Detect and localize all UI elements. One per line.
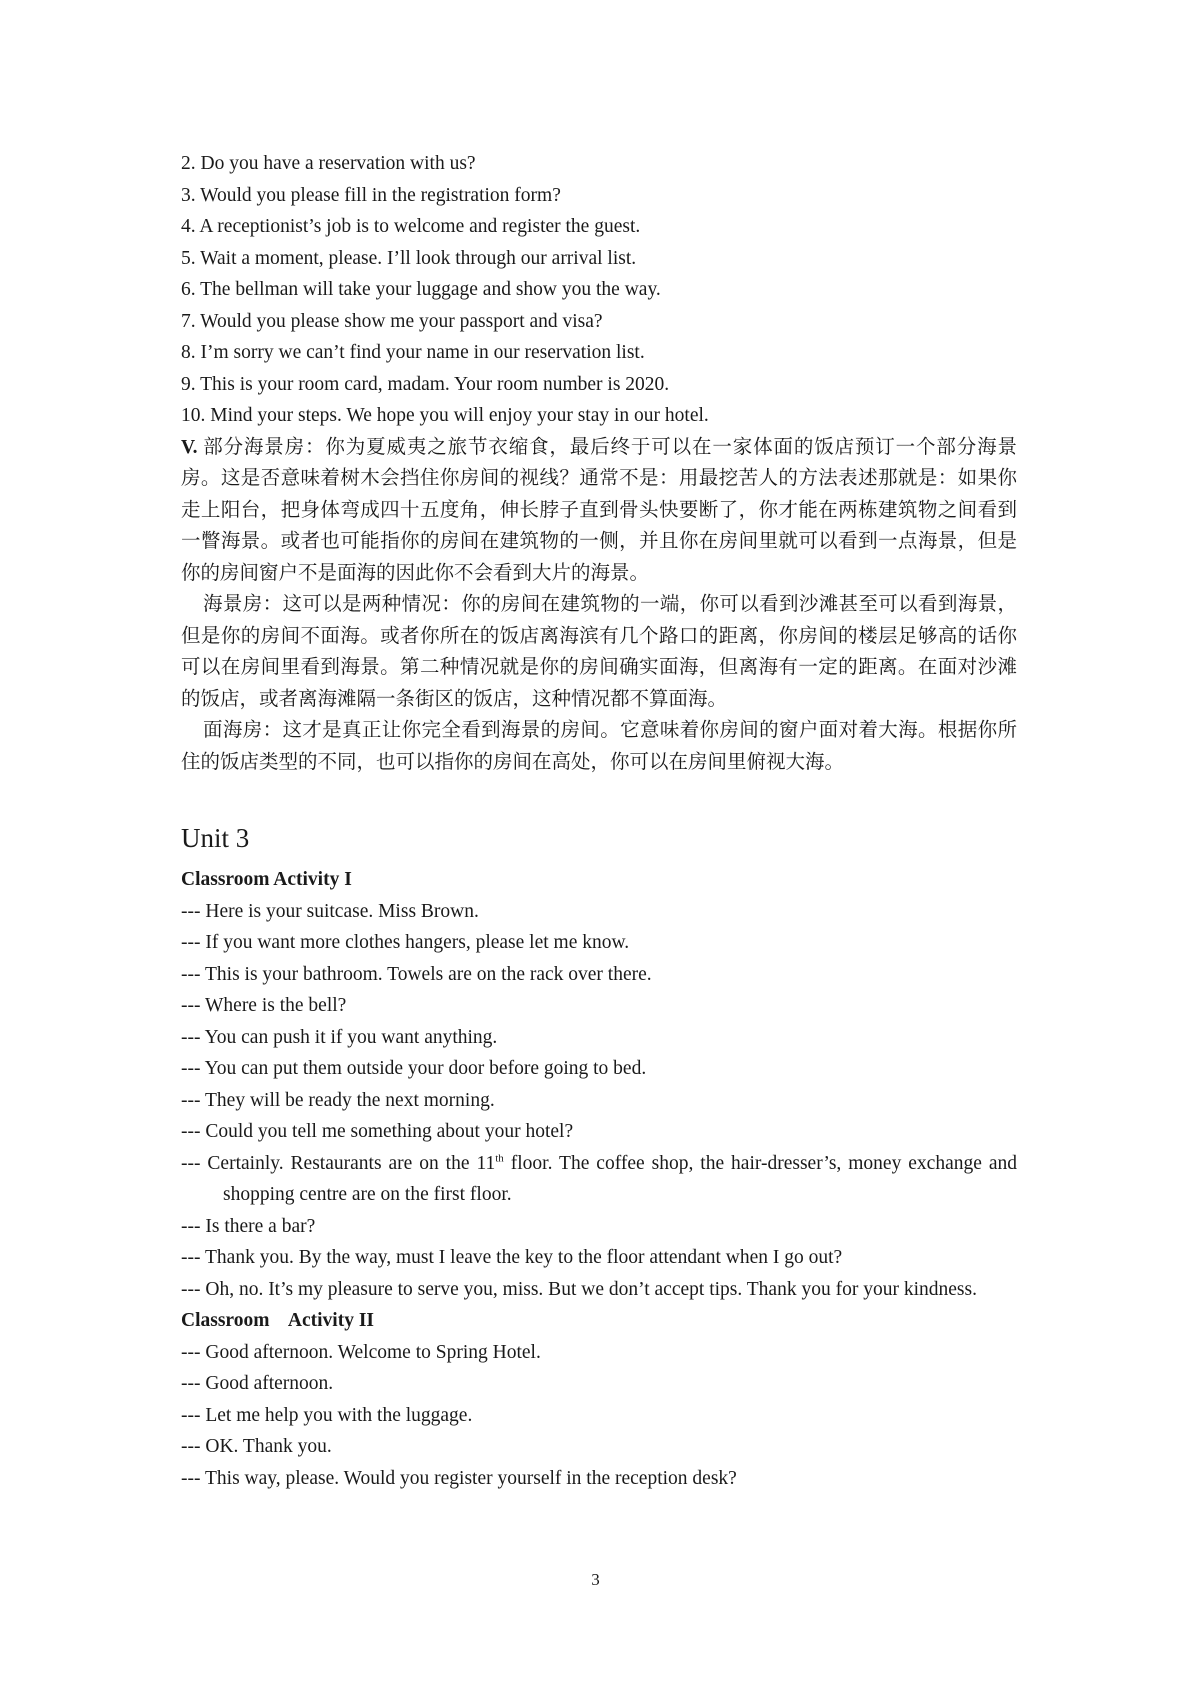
unit-title: Unit 3	[181, 823, 250, 853]
dialogue-line: --- Good afternoon. Welcome to Spring Hotel.	[181, 1341, 541, 1363]
dialogue-line: --- You can put them outside your door before going to bed.	[181, 1058, 647, 1079]
activity-2-title: Classroom Activity II	[181, 1310, 375, 1331]
dialogue-line: --- Is there a bar?	[181, 1215, 316, 1237]
dialogue-line: --- This is your bathroom. Towels are on the rack over there.	[181, 963, 652, 985]
list-item: 2. Do you have a reservation with us?	[181, 153, 476, 174]
dialogue-line: --- You can push it if you want anything.	[181, 1026, 498, 1048]
dialogue-line: --- Could you tell me something about your hotel?	[181, 1121, 574, 1142]
dialogue-line: --- Thank you. By the way, must I leave the key to the floor attendant when I go out?	[181, 1247, 843, 1268]
section-v-paragraph-2: 海景房：这可以是两种情况：你的房间在建筑物的一端，你可以看到沙滩甚至可以看到海景，但是你的房间不面海。或者你所在的饭店离海滨有几个路口的距离，你房间的楼层足够高的话你可以在房间里看到海景。第二种情况就是你的房间确实面海，但离海有一定的距离。在面对沙滩的饭店，或者离海滩隔一条街区的饭店，这种情况都不算面海。	[181, 594, 1017, 710]
activity-1	[181, 864, 1017, 1305]
dialogue-line: --- Where is the bell?	[181, 995, 347, 1016]
section-v-label: V.	[181, 436, 198, 458]
dialogue-line: --- Good afternoon.	[181, 1373, 334, 1394]
list-item: 6. The bellman will take your luggage and show you the way.	[181, 279, 661, 300]
dialogue-line: --- They will be ready the next morning.	[181, 1089, 495, 1111]
section-v-paragraph-3: 面海房：这才是真正让你完全看到海景的房间。它意味着你房间的窗户面对着大海。根据你所住的饭店类型的不同，也可以指你的房间在高处，你可以在房间里俯视大海。	[181, 720, 1017, 773]
dialogue-line-certainly	[181, 1148, 1017, 1211]
ordinal-suffix: th	[495, 1152, 504, 1164]
dialogue-line: --- If you want more clothes hangers, please let me know.	[181, 932, 630, 953]
list-item: 7. Would you please show me your passport and visa?	[181, 310, 603, 332]
numbered-sentence-list	[181, 148, 1017, 432]
section-v-paragraph-1	[181, 432, 1017, 590]
list-item: 8. I’m sorry we can’t find your name in our reservation list.	[181, 342, 645, 363]
dialogue-line: --- Here is your suitcase. Miss Brown.	[181, 900, 479, 922]
list-item: 3. Would you please fill in the registration form?	[181, 184, 561, 206]
list-item: 5. Wait a moment, please. I’ll look through our arrival list.	[181, 247, 637, 269]
list-item: 9. This is your room card, madam. Your room number is 2020.	[181, 373, 670, 395]
section-v-text-1: 部分海景房：你为夏威夷之旅节衣缩食，最后终于可以在一家体面的饭店预订一个部分海景房。这是否意味着树木会挡住你房间的视线？通常不是：用最挖苦人的方法表述那就是：如果你走上阳台，把身体弯成四十五度角，伸长脖子直到骨头快要断了，你才能在两栋建筑物之间看到一瞥海景。或者也可能指你的房间在建筑物的一侧，并且你在房间里就可以看到一点海景，但是你的房间窗户不是面海的因此你不会看到大片的海景。	[181, 436, 1017, 584]
dialogue-line: --- Let me help you with the luggage.	[181, 1404, 473, 1426]
list-item: 10. Mind your steps. We hope you will enjoy your stay in our hotel.	[181, 405, 709, 426]
certainly-text-end: floor. The coffee shop, the hair-dresser’s, money exchange and shopping centre are on the first floor.	[223, 1152, 1017, 1205]
dialogue-line: --- OK. Thank you.	[181, 1436, 332, 1457]
activity-2	[181, 1305, 1017, 1494]
dialogue-line: --- This way, please. Would you register yourself in the reception desk?	[181, 1467, 737, 1489]
page-number: 3	[591, 1570, 600, 1589]
page-content	[181, 148, 1017, 1494]
list-item: 4. A receptionist’s job is to welcome and register the guest.	[181, 216, 641, 237]
activity-1-title: Classroom Activity I	[181, 869, 352, 890]
dialogue-line-tips: --- Oh, no. It’s my pleasure to serve you, miss. But we don’t accept tips. Thank you for your kindness.	[181, 1278, 977, 1300]
section-v	[181, 432, 1017, 779]
certainly-text-start: --- Certainly. Restaurants are on the 11	[181, 1152, 496, 1174]
